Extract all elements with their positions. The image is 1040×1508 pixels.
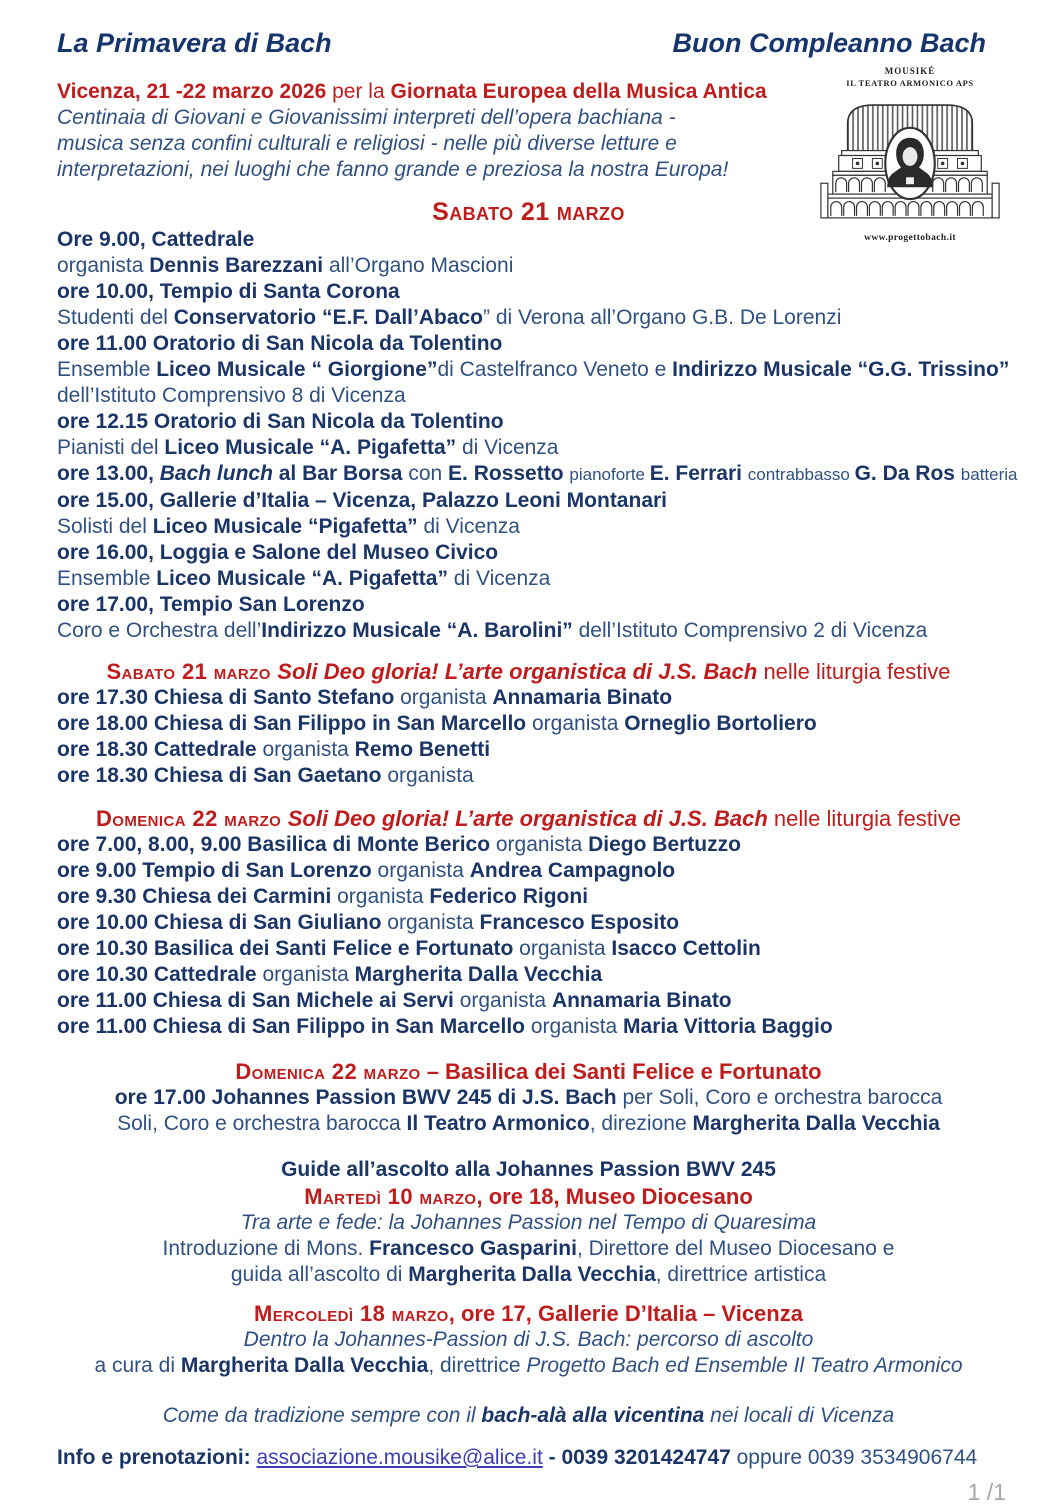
text-run: Margherita Dalla Vecchia (692, 1112, 940, 1135)
event-line (57, 305, 1000, 331)
event-line (57, 409, 1000, 435)
text-run: Liceo Musicale “A. Pigafetta” (164, 436, 457, 459)
text-run: Federico Rigoni (429, 885, 589, 908)
text-run: nelle liturgia festive (757, 659, 951, 684)
event-line (57, 1111, 1000, 1137)
text-run: ore 11.00 Oratorio di San Nicola da Tolentino (57, 332, 503, 355)
text-run: Maria Vittoria Baggio (623, 1015, 833, 1038)
event-line (57, 962, 1000, 988)
text-run: ore 18.30 Cattedrale (57, 738, 263, 761)
text-run: Guide all’ascolto alla Johannes Passion BWV 245 (281, 1158, 776, 1181)
text-run: Diego Bertuzzo (588, 833, 741, 856)
text-run: ore 12.15 Oratorio di San Nicola da Tolentino (57, 410, 504, 433)
guide-heading (57, 1157, 1000, 1183)
section-heading-basilica (57, 1058, 1000, 1085)
event-line (57, 566, 1000, 592)
event-line (57, 858, 1000, 884)
text-run: Introduzione di Mons. (162, 1237, 370, 1260)
document-body (57, 197, 1018, 1471)
event-line (57, 988, 1000, 1014)
text-run: Indirizzo Musicale “G.G. Trissino” (672, 358, 1010, 381)
event-line (57, 1085, 1000, 1111)
text-run: nelle liturgia festive (767, 806, 961, 831)
text-run: ore 16.00, Loggia e Salone del Museo Civico (57, 541, 499, 564)
text-run: ore 10.30 Basilica dei Santi Felice e Fortunato (57, 937, 520, 960)
event-line (57, 331, 1000, 357)
intro-line (57, 131, 802, 157)
text-run: organista (459, 989, 552, 1012)
text-run: pianoforte (569, 465, 650, 484)
event-line (57, 763, 1000, 789)
text-run: Info e prenotazioni: (57, 1446, 257, 1469)
event-line (57, 1327, 1000, 1353)
text-run: batteria (960, 465, 1018, 484)
text-run: E. Ferrari (649, 462, 748, 485)
event-line (57, 1210, 1000, 1236)
intro-block (57, 79, 802, 183)
event-line (57, 279, 1000, 305)
text-run: organista (57, 254, 150, 277)
text-run: ore 15.00, Gallerie d’Italia – Vicenza, Palazzo Leoni Montanari (57, 489, 668, 512)
text-run: Martedì 10 marzo (304, 1184, 477, 1209)
event-line (57, 832, 1000, 858)
text-run: Indirizzo Musicale “A. Barolini” (261, 619, 573, 642)
text-run: ore 13.00, (57, 462, 160, 485)
basilica-illustration (811, 96, 1009, 220)
text-run: ore 10.00 Chiesa di San Giuliano (57, 911, 388, 934)
text-run: dell’Istituto Comprensivo 2 di Vicenza (572, 619, 928, 642)
text-run: ore 17.30 Chiesa di Santo Stefano (57, 686, 401, 709)
event-line (57, 461, 1018, 488)
section-heading-sabato-liturgie (57, 658, 1000, 685)
text-run: ore 17.00, Tempio San Lorenzo (57, 593, 365, 616)
text-run: ore 10.30 Cattedrale (57, 963, 263, 986)
text-run: Domenica 22 marzo (235, 1059, 421, 1084)
text-run: Dennis Barezzani (149, 254, 324, 277)
text-run: di Vicenza (456, 436, 559, 459)
text-run: 0039 3201424747 (561, 1446, 731, 1469)
text-run: a cura di (94, 1354, 181, 1377)
text-run: ore 9.30 Chiesa dei Carmini (57, 885, 338, 908)
text-run: , ore 18, Museo Diocesano (476, 1184, 753, 1209)
logo-org-subname: IL TEATRO ARMONICO APS (846, 78, 974, 88)
section-heading-mercoledi (57, 1300, 1000, 1327)
section-heading-domenica-liturgie (57, 805, 1000, 832)
footer-info (57, 1445, 1000, 1471)
text-run: – Basilica dei Santi Felice e Fortunato (420, 1059, 822, 1084)
event-line (57, 936, 1000, 962)
text-run: Mercoledì 18 marzo (254, 1301, 449, 1326)
logo-org-name: MOUSIKÉ (884, 66, 936, 76)
event-line (57, 711, 1000, 737)
text-run: Liceo Musicale “A. Pigafetta” (156, 567, 448, 590)
event-line (57, 685, 1000, 711)
text-run: con (408, 462, 449, 485)
text-run: Il Teatro Armonico (406, 1112, 590, 1135)
text-run: Margherita Dalla Vecchia (408, 1263, 656, 1286)
text-run: Bach lunch (159, 462, 273, 485)
text-run: Francesco Esposito (479, 911, 680, 934)
text-run: Annamaria Binato (492, 686, 673, 709)
text-run: , Direttore del Museo Diocesano e (576, 1237, 895, 1260)
text-run: Liceo Musicale “ Giorgione” (156, 358, 438, 381)
text-run: musica senza confini culturali e religiosi - nelle più diverse letture e (57, 132, 677, 155)
text-run: guida all’ascolto di (230, 1263, 409, 1286)
text-run: , direttrice artistica (655, 1263, 827, 1286)
text-run: di Vicenza (417, 515, 520, 538)
tradition-line (57, 1403, 1000, 1429)
text-run: organista (262, 738, 355, 761)
intro-line (57, 157, 802, 183)
section-heading-martedi (57, 1183, 1000, 1210)
text-run: Coro e Orchestra dell’ (57, 619, 262, 642)
text-run: Ore 9.00, Cattedrale (57, 228, 255, 251)
logo (808, 66, 1012, 243)
text-run: , direttrice (428, 1354, 527, 1377)
event-line (57, 253, 1000, 279)
text-run: Remo Benetti (354, 738, 491, 761)
text-run: Tra arte e fede: la Johannes Passion nel Tempo di Quaresima (240, 1211, 817, 1234)
text-run: ore 17.00 Johannes Passion BWV 245 di J.S. Bach (114, 1086, 617, 1109)
text-run: per Soli, Coro e orchestra barocca (616, 1086, 943, 1109)
text-run: E. Rossetto (448, 462, 570, 485)
text-run: Annamaria Binato (551, 989, 732, 1012)
text-run: Liceo Musicale “Pigafetta” (152, 515, 418, 538)
text-run: ore 9.00 Tempio di San Lorenzo (57, 859, 378, 882)
text-run: organista (495, 833, 589, 856)
text-run: organista (519, 937, 612, 960)
text-run: Pianisti del (57, 436, 165, 459)
text-run: organista (377, 859, 470, 882)
text-run: organista (530, 1015, 624, 1038)
text-run: ore 11.00 Chiesa di San Michele ai Servi (57, 989, 460, 1012)
text-run: organista (337, 885, 430, 908)
text-run: ” di Verona all’Organo G.B. De Lorenzi (483, 306, 842, 329)
text-run: Come da tradizione sempre con il (162, 1404, 482, 1427)
event-line (57, 1014, 1000, 1040)
text-run: organista (387, 764, 474, 787)
text-run: ore 18.30 Chiesa di San Gaetano (57, 764, 388, 787)
text-run: , ore 17, Gallerie D’Italia – Vicenza (448, 1301, 803, 1326)
event-line (57, 540, 1000, 566)
text-run: Soli Deo gloria! L’arte organistica di J.S. Bach (277, 659, 758, 684)
text-run: Sabato 21 marzo (106, 659, 278, 684)
text-run: all’Organo Mascioni (323, 254, 514, 277)
text-run: Centinaia di Giovani e Giovanissimi interpreti dell’opera bachiana - (57, 106, 676, 129)
text-run: G. Da Ros (854, 462, 961, 485)
event-line (57, 357, 1010, 383)
text-run: Dentro la Johannes-Passion di J.S. Bach: percorso di ascolto (243, 1328, 814, 1351)
text-run: organista (387, 911, 480, 934)
text-run: Orneglio Bortoliero (624, 712, 817, 735)
text-run: Solisti del (57, 515, 153, 538)
event-line (57, 1236, 1000, 1262)
event-line (57, 1353, 1000, 1379)
page-number: 1 /1 (967, 1479, 1006, 1505)
text-run: Vicenza, 21 -22 marzo 2026 (57, 80, 333, 103)
text-run: Margherita Dalla Vecchia (180, 1354, 429, 1377)
text-run: Giornata Europea della Musica Antica (390, 80, 767, 103)
text-run: Ensemble (57, 567, 157, 590)
text-run: - (542, 1446, 562, 1469)
text-run: per la (332, 80, 391, 103)
text-run: Francesco Gasparini (369, 1237, 577, 1260)
event-line (57, 435, 1000, 461)
text-run: Domenica 22 marzo (96, 806, 288, 831)
text-run: Sabato 21 marzo (432, 198, 625, 226)
text-run: al Bar Borsa (272, 462, 409, 485)
event-line (57, 592, 1000, 618)
text-run: Studenti del (57, 306, 174, 329)
text-run: bach-alà alla vicentina (481, 1404, 705, 1427)
intro-line (57, 105, 802, 131)
email-link[interactable]: associazione.mousike@alice.it (256, 1446, 543, 1469)
text-run: di Vicenza (447, 567, 551, 590)
text-run: Andrea Campagnolo (469, 859, 676, 882)
text-run: organista (400, 686, 493, 709)
text-run: ore 18.00 Chiesa di San Filippo in San Marcello (57, 712, 532, 735)
text-run: di Castelfranco Veneto e (437, 358, 673, 381)
text-run: ore 11.00 Chiesa di San Filippo in San Marcello (57, 1015, 531, 1038)
text-run: Soli, Coro e orchestra barocca (117, 1112, 407, 1135)
text-run: Conservatorio “E.F. Dall’Abaco (173, 306, 484, 329)
header (57, 28, 1000, 59)
event-line (57, 910, 1000, 936)
intro-date-line (57, 79, 802, 105)
text-run: contrabbasso (747, 465, 855, 484)
text-run: oppure 0039 3534906744 (730, 1446, 978, 1469)
event-line (57, 884, 1000, 910)
page-title-left: La Primavera di Bach (57, 28, 332, 58)
text-run: Isacco Cettolin (611, 937, 761, 960)
text-run: nei locali di Vicenza (704, 1404, 895, 1427)
text-run: ore 10.00, Tempio di Santa Corona (57, 280, 400, 303)
text-run: Ensemble (57, 358, 157, 381)
event-line (57, 618, 1000, 644)
logo-website: www.progettobach.it (864, 233, 956, 243)
event-line (57, 488, 1000, 514)
text-run: interpretazioni, nei luoghi che fanno grande e preziosa la nostra Europa! (57, 158, 729, 181)
page-title-right: Buon Compleanno Bach (672, 28, 986, 58)
text-run: Margherita Dalla Vecchia (354, 963, 603, 986)
bach-portrait (885, 128, 935, 199)
text-run: , direzione (589, 1112, 693, 1135)
event-line (57, 1262, 1000, 1288)
text-run: dell’Istituto Comprensivo 8 di Vicenza (57, 384, 406, 407)
text-run: Soli Deo gloria! L’arte organistica di J.S. Bach (287, 806, 768, 831)
event-line (57, 514, 1000, 540)
event-line (57, 737, 1000, 763)
text-run: organista (531, 712, 625, 735)
text-run: Progetto Bach ed Ensemble Il Teatro Armonico (526, 1354, 963, 1377)
event-line (57, 383, 1000, 409)
text-run: organista (262, 963, 355, 986)
text-run: ore 7.00, 8.00, 9.00 Basilica di Monte Berico (57, 833, 496, 856)
